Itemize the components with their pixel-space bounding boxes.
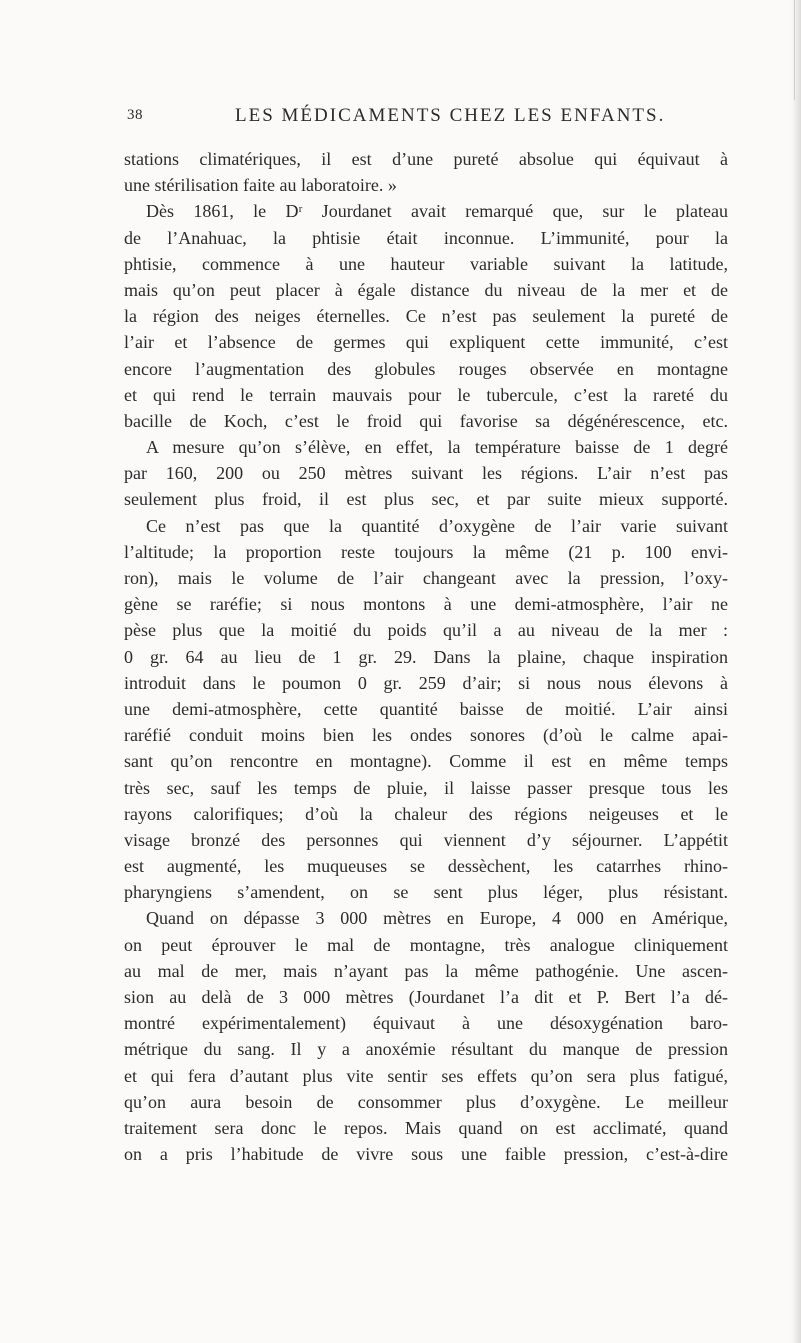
- text-line: encore l’augmentation des globules rouges observée en montagne: [124, 358, 728, 379]
- text-line: Ce n’est pas que la quantité d’oxygène de l’air varie suivant: [146, 515, 728, 536]
- text-line: l’altitude; la proportion reste toujours la même (21 p. 100 envi-: [124, 541, 728, 562]
- text-line: traitement sera donc le repos. Mais quand on est acclimaté, quand: [124, 1117, 728, 1138]
- text-line: A mesure qu’on s’élève, en effet, la température baisse de 1 degré: [146, 437, 728, 458]
- text-line: mais qu’on peut placer à égale distance du niveau de la mer et de: [124, 279, 728, 300]
- page-edge-line: [794, 0, 795, 100]
- page-number: 38: [127, 107, 143, 123]
- text-line: on a pris l’habitude de vivre sous une faible pression, c’est-à-dire: [124, 1144, 728, 1165]
- text-line: et qui rend le terrain mauvais pour le tubercule, c’est la rareté du: [124, 384, 728, 405]
- text-line: montré expérimentalement) équivaut à une désoxygénation baro-: [124, 1013, 728, 1034]
- text-line: est augmenté, les muqueuses se dessèchent, les catarrhes rhino-: [124, 856, 728, 877]
- text-line: Dès 1861, le Dʳ Jourdanet avait remarqué que, sur le plateau: [146, 201, 728, 222]
- text-line: on peut éprouver le mal de montagne, très analogue cliniquement: [124, 934, 728, 955]
- text-line: qu’on aura besoin de consommer plus d’oxygène. Le meilleur: [124, 1091, 728, 1112]
- text-line: gène se raréfie; si nous montons à une demi-atmosphère, l’air ne: [124, 594, 728, 615]
- page-edge-shadow: [791, 0, 801, 1343]
- text-line: une stérilisation faite au laboratoire. »: [124, 175, 397, 196]
- text-line: rayons calorifiques; d’où la chaleur des régions neigeuses et le: [124, 803, 728, 824]
- text-line: une demi-atmosphère, cette quantité baisse de moitié. L’air ainsi: [124, 698, 728, 719]
- text-line: raréfié conduit moins bien les ondes sonores (d’où le calme apai-: [124, 725, 728, 746]
- text-line: pèse plus que la moitié du poids qu’il a au niveau de la mer :: [124, 620, 728, 641]
- text-line: sion au delà de 3 000 mètres (Jourdanet l’a dit et P. Bert l’a dé-: [124, 987, 728, 1007]
- text-line: l’air et l’absence de germes qui expliquent cette immunité, c’est: [124, 332, 728, 353]
- text-line: pharyngiens s’amendent, on se sent plus léger, plus résistant.: [124, 882, 728, 903]
- text-line: 0 gr. 64 au lieu de 1 gr. 29. Dans la plaine, chaque inspiration: [124, 646, 728, 667]
- running-title: LES MÉDICAMENTS CHEZ LES ENFANTS.: [235, 105, 666, 126]
- text-line: la région des neiges éternelles. Ce n’est pas seulement la pureté de: [124, 306, 728, 327]
- text-line: visage bronzé des personnes qui viennent d’y séjourner. L’appétit: [124, 829, 728, 850]
- text-line: seulement plus froid, il est plus sec, et par suite mieux supporté.: [124, 489, 728, 510]
- text-line: de l’Anahuac, la phtisie était inconnue. L’immunité, pour la: [124, 227, 728, 248]
- body-text: [124, 146, 728, 1167]
- page-header: [127, 105, 727, 135]
- text-line: métrique du sang. Il y a anoxémie résultant du manque de pression: [124, 1039, 728, 1060]
- text-line: introduit dans le poumon 0 gr. 259 d’air; si nous nous élevons à: [124, 672, 728, 693]
- text-line: par 160, 200 ou 250 mètres suivant les régions. L’air n’est pas: [124, 463, 728, 484]
- text-line: stations climatériques, il est d’une pureté absolue qui équivaut à: [124, 149, 728, 169]
- text-line: au mal de mer, mais n’ayant pas la même pathogénie. Une ascen-: [124, 960, 728, 981]
- text-line: et qui fera d’autant plus vite sentir ses effets qu’on sera plus fatigué,: [124, 1065, 728, 1086]
- text-line: Quand on dépasse 3 000 mètres en Europe, 4 000 en Amérique,: [146, 908, 728, 929]
- text-line: bacille de Koch, c’est le froid qui favorise sa dégénérescence, etc.: [124, 410, 728, 431]
- text-line: ron), mais le volume de l’air changeant avec la pression, l’oxy-: [124, 568, 728, 588]
- text-line: phtisie, commence à une hauteur variable suivant la latitude,: [124, 253, 728, 274]
- text-line: très sec, sauf les temps de pluie, il laisse passer presque tous les: [124, 777, 728, 798]
- text-line: sant qu’on rencontre en montagne). Comme il est en même temps: [124, 751, 728, 772]
